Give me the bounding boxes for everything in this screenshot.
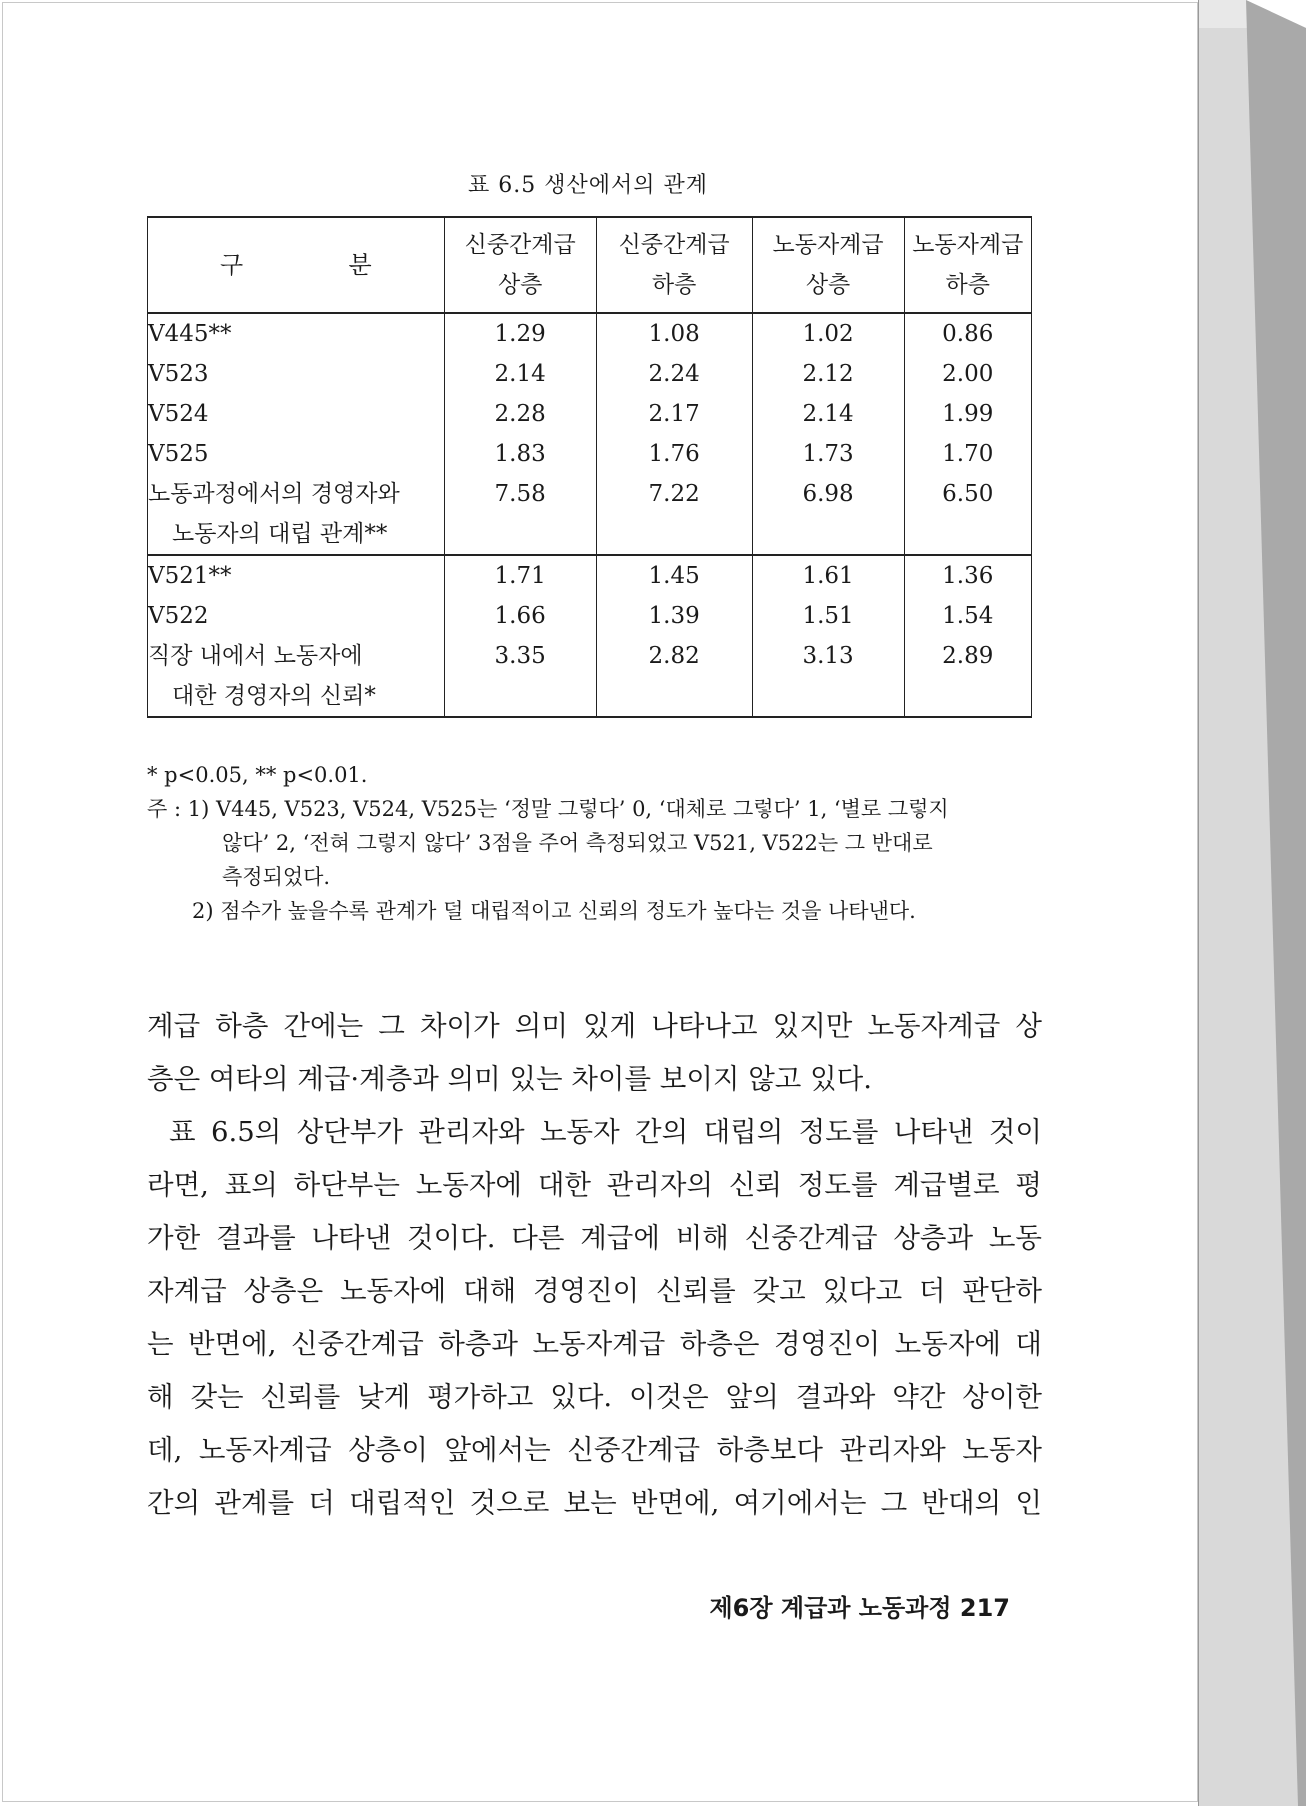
data-table xyxy=(147,216,1032,718)
header-gubun-1: 구 xyxy=(220,251,244,279)
header-gubun xyxy=(148,217,445,313)
body-line: 가한 결과를 나타낸 것이다. 다른 계급에 비해 신중간계급 상층과 노동 xyxy=(147,1222,1042,1254)
table-group-2 xyxy=(148,555,1032,717)
body-line: 간의 관계를 더 대립적인 것으로 보는 반면에, 여기에서는 그 반대의 인 xyxy=(147,1487,1042,1519)
body-line: 계급 하층 간에는 그 차이가 의미 있게 나타나고 있지만 노동자계급 상 xyxy=(147,1010,1042,1042)
body-line: 층은 여타의 계급·계층과 의미 있는 차이를 보이지 않고 있다. xyxy=(147,1063,872,1095)
body-line: 라면, 표의 하단부는 노동자에 대한 관리자의 신뢰 정도를 계급별로 평 xyxy=(147,1169,1042,1201)
group2-col4: 1.36 1.54 2.89 xyxy=(904,555,1031,717)
group2-col2: 1.45 1.39 2.82 xyxy=(596,555,752,717)
group1-col4: 0.86 2.00 1.99 1.70 6.50 xyxy=(904,313,1031,555)
col-header-1: 신중간계급 상층 xyxy=(444,217,596,313)
page-footer: 제6장 계급과 노동과정 217 xyxy=(709,1594,1010,1622)
col-header-4: 노동자계급 하층 xyxy=(904,217,1031,313)
note-1-line-1: 주 : 1) V445, V523, V524, V525는 ‘정말 그렇다’ 0, ‘대체로 그렇다’ 1, ‘별로 그렇지 xyxy=(147,797,949,821)
note-1-line-2: 않다’ 2, ‘전혀 그렇지 않다’ 3점을 주어 측정되었고 V521, V522는 그 반대로 xyxy=(222,831,933,855)
table-notes xyxy=(147,758,1037,928)
body-line: 표 6.5의 상단부가 관리자와 노동자 간의 대립의 정도를 나타낸 것이 xyxy=(169,1116,1042,1148)
body-line: 자계급 상층은 노동자에 대해 경영진이 신뢰를 갖고 있다고 더 판단하 xyxy=(147,1275,1042,1307)
header-gubun-2: 분 xyxy=(348,251,372,279)
group2-col1: 1.71 1.66 3.35 xyxy=(444,555,596,717)
col-header-2: 신중간계급 하층 xyxy=(596,217,752,313)
book-edge xyxy=(1198,0,1311,1806)
body-line: 데, 노동자계급 상층이 앞에서는 신중간계급 하층보다 관리자와 노동자 xyxy=(147,1434,1042,1466)
group1-labels: V445** V523 V524 V525 노동과정에서의 경영자와 노동자의 대립 관계** xyxy=(148,313,445,555)
group1-col2: 1.08 2.24 2.17 1.76 7.22 xyxy=(596,313,752,555)
table-group-1 xyxy=(148,313,1032,555)
note-2: 2) 점수가 높을수록 관계가 덜 대립적이고 신뢰의 정도가 높다는 것을 나타낸다. xyxy=(192,899,916,923)
group2-labels: V521** V522 직장 내에서 노동자에 대한 경영자의 신뢰* xyxy=(148,555,445,717)
table-title: 표 6.5 생산에서의 관계 xyxy=(468,173,708,198)
group1-col1: 1.29 2.14 2.28 1.83 7.58 xyxy=(444,313,596,555)
col-header-3: 노동자계급 상층 xyxy=(752,217,904,313)
body-text xyxy=(147,1000,1042,1530)
group1-col3: 1.02 2.12 2.14 1.73 6.98 xyxy=(752,313,904,555)
group2-col3: 1.61 1.51 3.13 xyxy=(752,555,904,717)
note-significance: * p<0.05, ** p<0.01. xyxy=(147,763,368,787)
note-1-line-3: 측정되었다. xyxy=(222,865,331,889)
body-line: 는 반면에, 신중간계급 하층과 노동자계급 하층은 경영진이 노동자에 대 xyxy=(147,1328,1042,1360)
body-line: 해 갖는 신뢰를 낮게 평가하고 있다. 이것은 앞의 결과와 약간 상이한 xyxy=(147,1381,1042,1413)
